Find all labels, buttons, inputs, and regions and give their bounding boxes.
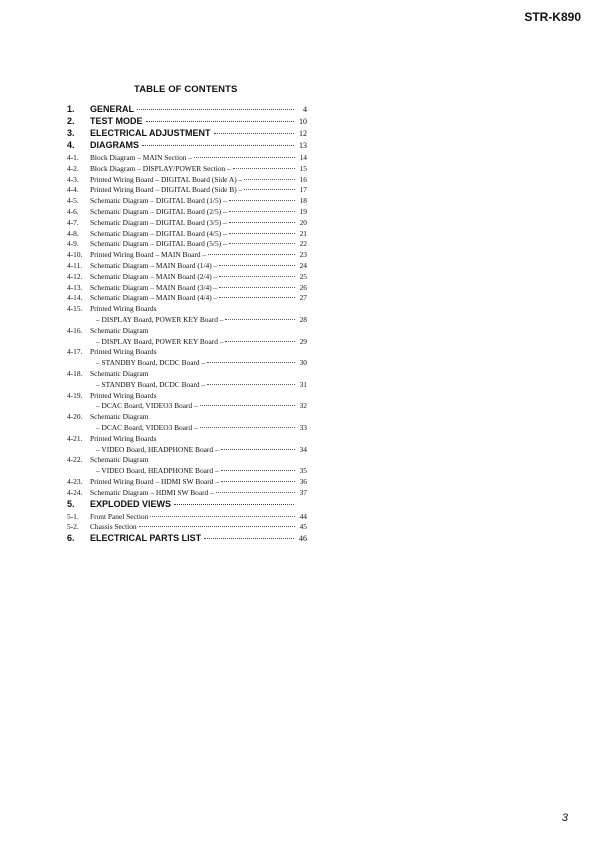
entry-title: Schematic Diagram — [90, 368, 149, 378]
entry-number: 4-10. — [67, 250, 83, 260]
entry-title: – STANDBY Board, DCDC Board – — [96, 358, 206, 368]
toc-section-heading[interactable] — [67, 104, 307, 116]
entry-page: 20 — [299, 217, 307, 227]
entry-page: 14 — [299, 153, 307, 162]
dot-leader — [219, 287, 295, 288]
section-number: 1. — [67, 104, 75, 114]
section-number: 4. — [67, 140, 75, 150]
entry-page: 18 — [299, 196, 307, 206]
toc-entry[interactable] — [67, 293, 307, 304]
entry-title: Front Panel Section — [90, 511, 149, 521]
entry-page: 27 — [299, 293, 307, 303]
dot-leader — [233, 168, 295, 169]
section-number: 6. — [67, 533, 75, 544]
entry-title: Printed Wiring Boards — [90, 433, 157, 443]
entry-title: Schematic Diagram – MAIN Board (2/4) – — [90, 271, 218, 281]
section-number: 5. — [67, 498, 75, 509]
toc-section — [67, 104, 307, 116]
entry-title: – VIDEO Board, HEADPHONE Board – — [96, 444, 219, 454]
entry-title: Printed Wiring Board – HDMI SW Board – — [90, 476, 219, 486]
dot-leader — [229, 200, 295, 201]
entry-number: 4-8. — [67, 228, 79, 238]
section-page: 10 — [299, 117, 307, 126]
toc-entry[interactable] — [67, 272, 307, 283]
entry-title: Schematic Diagram – MAIN Board (4/4) – — [90, 293, 218, 303]
toc-entry-list — [67, 512, 307, 534]
entry-title: – DISPLAY Board, POWER KEY Board – — [96, 314, 224, 324]
toc-entry[interactable] — [67, 512, 307, 523]
toc-section-heading[interactable] — [67, 128, 307, 140]
section-page: 46 — [299, 534, 307, 544]
toc-entry[interactable] — [67, 283, 307, 294]
entry-page: 30 — [299, 358, 307, 368]
entry-number: 4-21. — [67, 433, 83, 443]
entry-number: 4-6. — [67, 206, 79, 216]
entry-number: 4-12. — [67, 271, 83, 281]
entry-number: 4-23. — [67, 476, 83, 486]
entry-number: 4-15. — [67, 304, 83, 314]
entry-title: Printed Wiring Board – MAIN Board – — [90, 250, 207, 260]
toc-entry[interactable] — [67, 477, 307, 488]
toc-entry[interactable] — [67, 488, 307, 499]
toc-entry[interactable] — [67, 153, 307, 164]
dot-leader — [229, 222, 295, 223]
dot-leader — [208, 254, 295, 255]
dot-leader — [244, 189, 295, 190]
entry-number: 5-2. — [67, 522, 79, 532]
entry-page: 16 — [299, 174, 307, 184]
section-number: 3. — [67, 128, 75, 138]
toc-section — [67, 116, 307, 128]
toc-entry[interactable] — [67, 304, 307, 315]
entry-number: 4-2. — [67, 163, 79, 173]
entry-title: Schematic Diagram — [90, 412, 149, 422]
section-title: DIAGRAMS — [90, 140, 139, 150]
dot-leader — [150, 516, 295, 517]
entry-title: Block Diagram – DISPLAY/POWER Section – — [90, 163, 231, 173]
entry-title: – STANDBY Board, DCDC Board – — [96, 379, 206, 389]
entry-title: Printed Wiring Boards — [90, 304, 157, 314]
entry-number: 4-20. — [67, 412, 83, 422]
dot-leader — [229, 233, 295, 234]
dot-leader — [229, 243, 295, 244]
entry-title: Schematic Diagram – DIGITAL Board (2/5) – — [90, 206, 227, 216]
entry-page: 29 — [299, 336, 307, 346]
toc-entry[interactable] — [67, 337, 307, 348]
entry-number: 4-17. — [67, 347, 83, 357]
toc-entry[interactable] — [67, 175, 307, 186]
section-page: 13 — [299, 141, 307, 150]
toc-title: TABLE OF CONTENTS — [134, 84, 238, 95]
entry-title: Printed Wiring Board – DIGITAL Board (Side A) – — [90, 174, 243, 184]
dot-leader — [207, 362, 295, 363]
entry-number: 4-4. — [67, 185, 79, 195]
entry-page: 31 — [299, 379, 307, 389]
entry-number: 4-14. — [67, 293, 83, 303]
section-number: 2. — [67, 116, 75, 126]
toc-entry[interactable] — [67, 466, 307, 477]
entry-number: 4-18. — [67, 368, 83, 378]
toc-entry[interactable] — [67, 445, 307, 456]
entry-page: 24 — [299, 260, 307, 270]
entry-number: 4-22. — [67, 455, 83, 465]
section-title: EXPLODED VIEWS — [90, 498, 172, 509]
model-header: STR-K890 — [524, 10, 581, 24]
entry-title: Schematic Diagram — [90, 325, 149, 335]
page-number: 3 — [561, 812, 568, 824]
toc-entry[interactable] — [67, 380, 307, 391]
dot-leader — [219, 297, 295, 298]
toc-entry[interactable] — [67, 369, 307, 380]
entry-page: 15 — [299, 163, 307, 173]
section-title: ELECTRICAL PARTS LIST — [90, 533, 202, 544]
entry-page: 45 — [299, 522, 307, 532]
dot-leader — [214, 133, 294, 134]
entry-page: 23 — [299, 250, 307, 260]
entry-number: 4-3. — [67, 174, 79, 184]
entry-title: – DCAC Board, VIDEO3 Board – — [96, 422, 198, 432]
entry-page: 19 — [299, 206, 307, 216]
toc-entry[interactable] — [67, 347, 307, 358]
dot-leader — [142, 145, 294, 146]
toc-entry[interactable] — [67, 358, 307, 369]
entry-page: 44 — [299, 511, 307, 521]
toc-entry[interactable] — [67, 423, 307, 434]
entry-page: 37 — [299, 487, 307, 497]
dot-leader — [229, 211, 295, 212]
dot-leader — [221, 481, 295, 482]
toc-section — [67, 128, 307, 140]
entry-title: Schematic Diagram – MAIN Board (1/4) – — [90, 260, 218, 270]
toc-section — [67, 140, 307, 499]
toc-entry[interactable] — [67, 326, 307, 337]
section-title: GENERAL — [90, 104, 135, 114]
entry-number: 5-1. — [67, 511, 79, 521]
entry-number: 4-16. — [67, 325, 83, 335]
dot-leader — [207, 384, 295, 385]
dot-leader — [221, 470, 295, 471]
entry-page: 35 — [299, 466, 307, 476]
toc-entry[interactable] — [67, 196, 307, 207]
entry-title: Printed Wiring Boards — [90, 347, 157, 357]
toc-section — [67, 499, 307, 534]
entry-number: 4-1. — [67, 153, 79, 162]
entry-title: Printed Wiring Board – DIGITAL Board (Side B) – — [90, 185, 243, 195]
dot-leader — [219, 276, 295, 277]
entry-page: 32 — [299, 401, 307, 411]
dot-leader — [146, 121, 294, 122]
dot-leader — [200, 427, 295, 428]
entry-title: – VIDEO Board, HEADPHONE Board – — [96, 466, 219, 476]
entry-title: Schematic Diagram – DIGITAL Board (1/5) – — [90, 196, 227, 206]
dot-leader — [244, 179, 295, 180]
entry-number: 4-19. — [67, 390, 83, 400]
toc-entry[interactable] — [67, 185, 307, 196]
dot-leader — [216, 492, 295, 493]
toc-entry[interactable] — [67, 207, 307, 218]
dot-leader — [174, 504, 294, 505]
toc-section — [67, 533, 307, 545]
entry-number: 4-9. — [67, 239, 79, 249]
entry-title: – DCAC Board, VIDEO3 Board – — [96, 401, 198, 411]
entry-page: 36 — [299, 476, 307, 486]
toc-entry[interactable] — [67, 250, 307, 261]
toc-entry[interactable] — [67, 455, 307, 466]
entry-title: Printed Wiring Boards — [90, 390, 157, 400]
entry-title: Chassis Section — [90, 522, 137, 532]
section-title: TEST MODE — [90, 116, 143, 126]
toc-entry[interactable] — [67, 239, 307, 250]
dot-leader — [225, 319, 295, 320]
toc-entry[interactable] — [67, 229, 307, 240]
toc-entry[interactable] — [67, 401, 307, 412]
toc-entry[interactable] — [67, 315, 307, 326]
toc-entry-list — [67, 153, 307, 499]
entry-title: Schematic Diagram – DIGITAL Board (4/5) – — [90, 228, 227, 238]
entry-title: – DISPLAY Board, POWER KEY Board – — [96, 336, 224, 346]
toc-entry[interactable] — [67, 434, 307, 445]
entry-number: 4-11. — [67, 260, 83, 270]
section-page: 4 — [303, 105, 307, 114]
entry-title: Schematic Diagram — [90, 455, 149, 465]
entry-number: 4-7. — [67, 217, 79, 227]
entry-page: 26 — [299, 282, 307, 292]
toc-entry[interactable] — [67, 261, 307, 272]
entry-title: Schematic Diagram – HDMI SW Board – — [90, 487, 214, 497]
toc-entry[interactable] — [67, 412, 307, 423]
section-title: ELECTRICAL ADJUSTMENT — [90, 128, 211, 138]
toc-entry[interactable] — [67, 218, 307, 229]
section-page: 12 — [299, 129, 307, 138]
dot-leader — [221, 449, 295, 450]
dot-leader — [200, 405, 295, 406]
dot-leader — [204, 538, 294, 539]
toc-section-heading[interactable] — [67, 499, 307, 511]
entry-title: Block Diagram – MAIN Section – — [90, 153, 193, 162]
entry-number: 4-13. — [67, 282, 83, 292]
dot-leader — [139, 526, 295, 527]
toc-section-heading[interactable] — [67, 533, 307, 545]
entry-title: Schematic Diagram – DIGITAL Board (3/5) – — [90, 217, 227, 227]
entry-page: 28 — [299, 314, 307, 324]
entry-number: 4-24. — [67, 487, 83, 497]
dot-leader — [219, 265, 295, 266]
entry-page: 34 — [299, 444, 307, 454]
entry-number: 4-5. — [67, 196, 79, 206]
entry-title: Schematic Diagram – DIGITAL Board (5/5) – — [90, 239, 227, 249]
entry-page: 17 — [299, 185, 307, 195]
dot-leader — [194, 157, 295, 158]
entry-page: 22 — [299, 239, 307, 249]
toc-entry[interactable] — [67, 391, 307, 402]
entry-page: 33 — [299, 422, 307, 432]
toc-entry[interactable] — [67, 164, 307, 175]
toc-entry[interactable] — [67, 522, 307, 533]
dot-leader — [137, 109, 294, 110]
entry-title: Schematic Diagram – MAIN Board (3/4) – — [90, 282, 218, 292]
entry-page: 21 — [299, 228, 307, 238]
dot-leader — [225, 341, 295, 342]
toc-section-heading[interactable] — [67, 116, 307, 128]
entry-page: 25 — [299, 271, 307, 281]
table-of-contents — [67, 104, 307, 545]
toc-section-heading[interactable] — [67, 140, 307, 152]
